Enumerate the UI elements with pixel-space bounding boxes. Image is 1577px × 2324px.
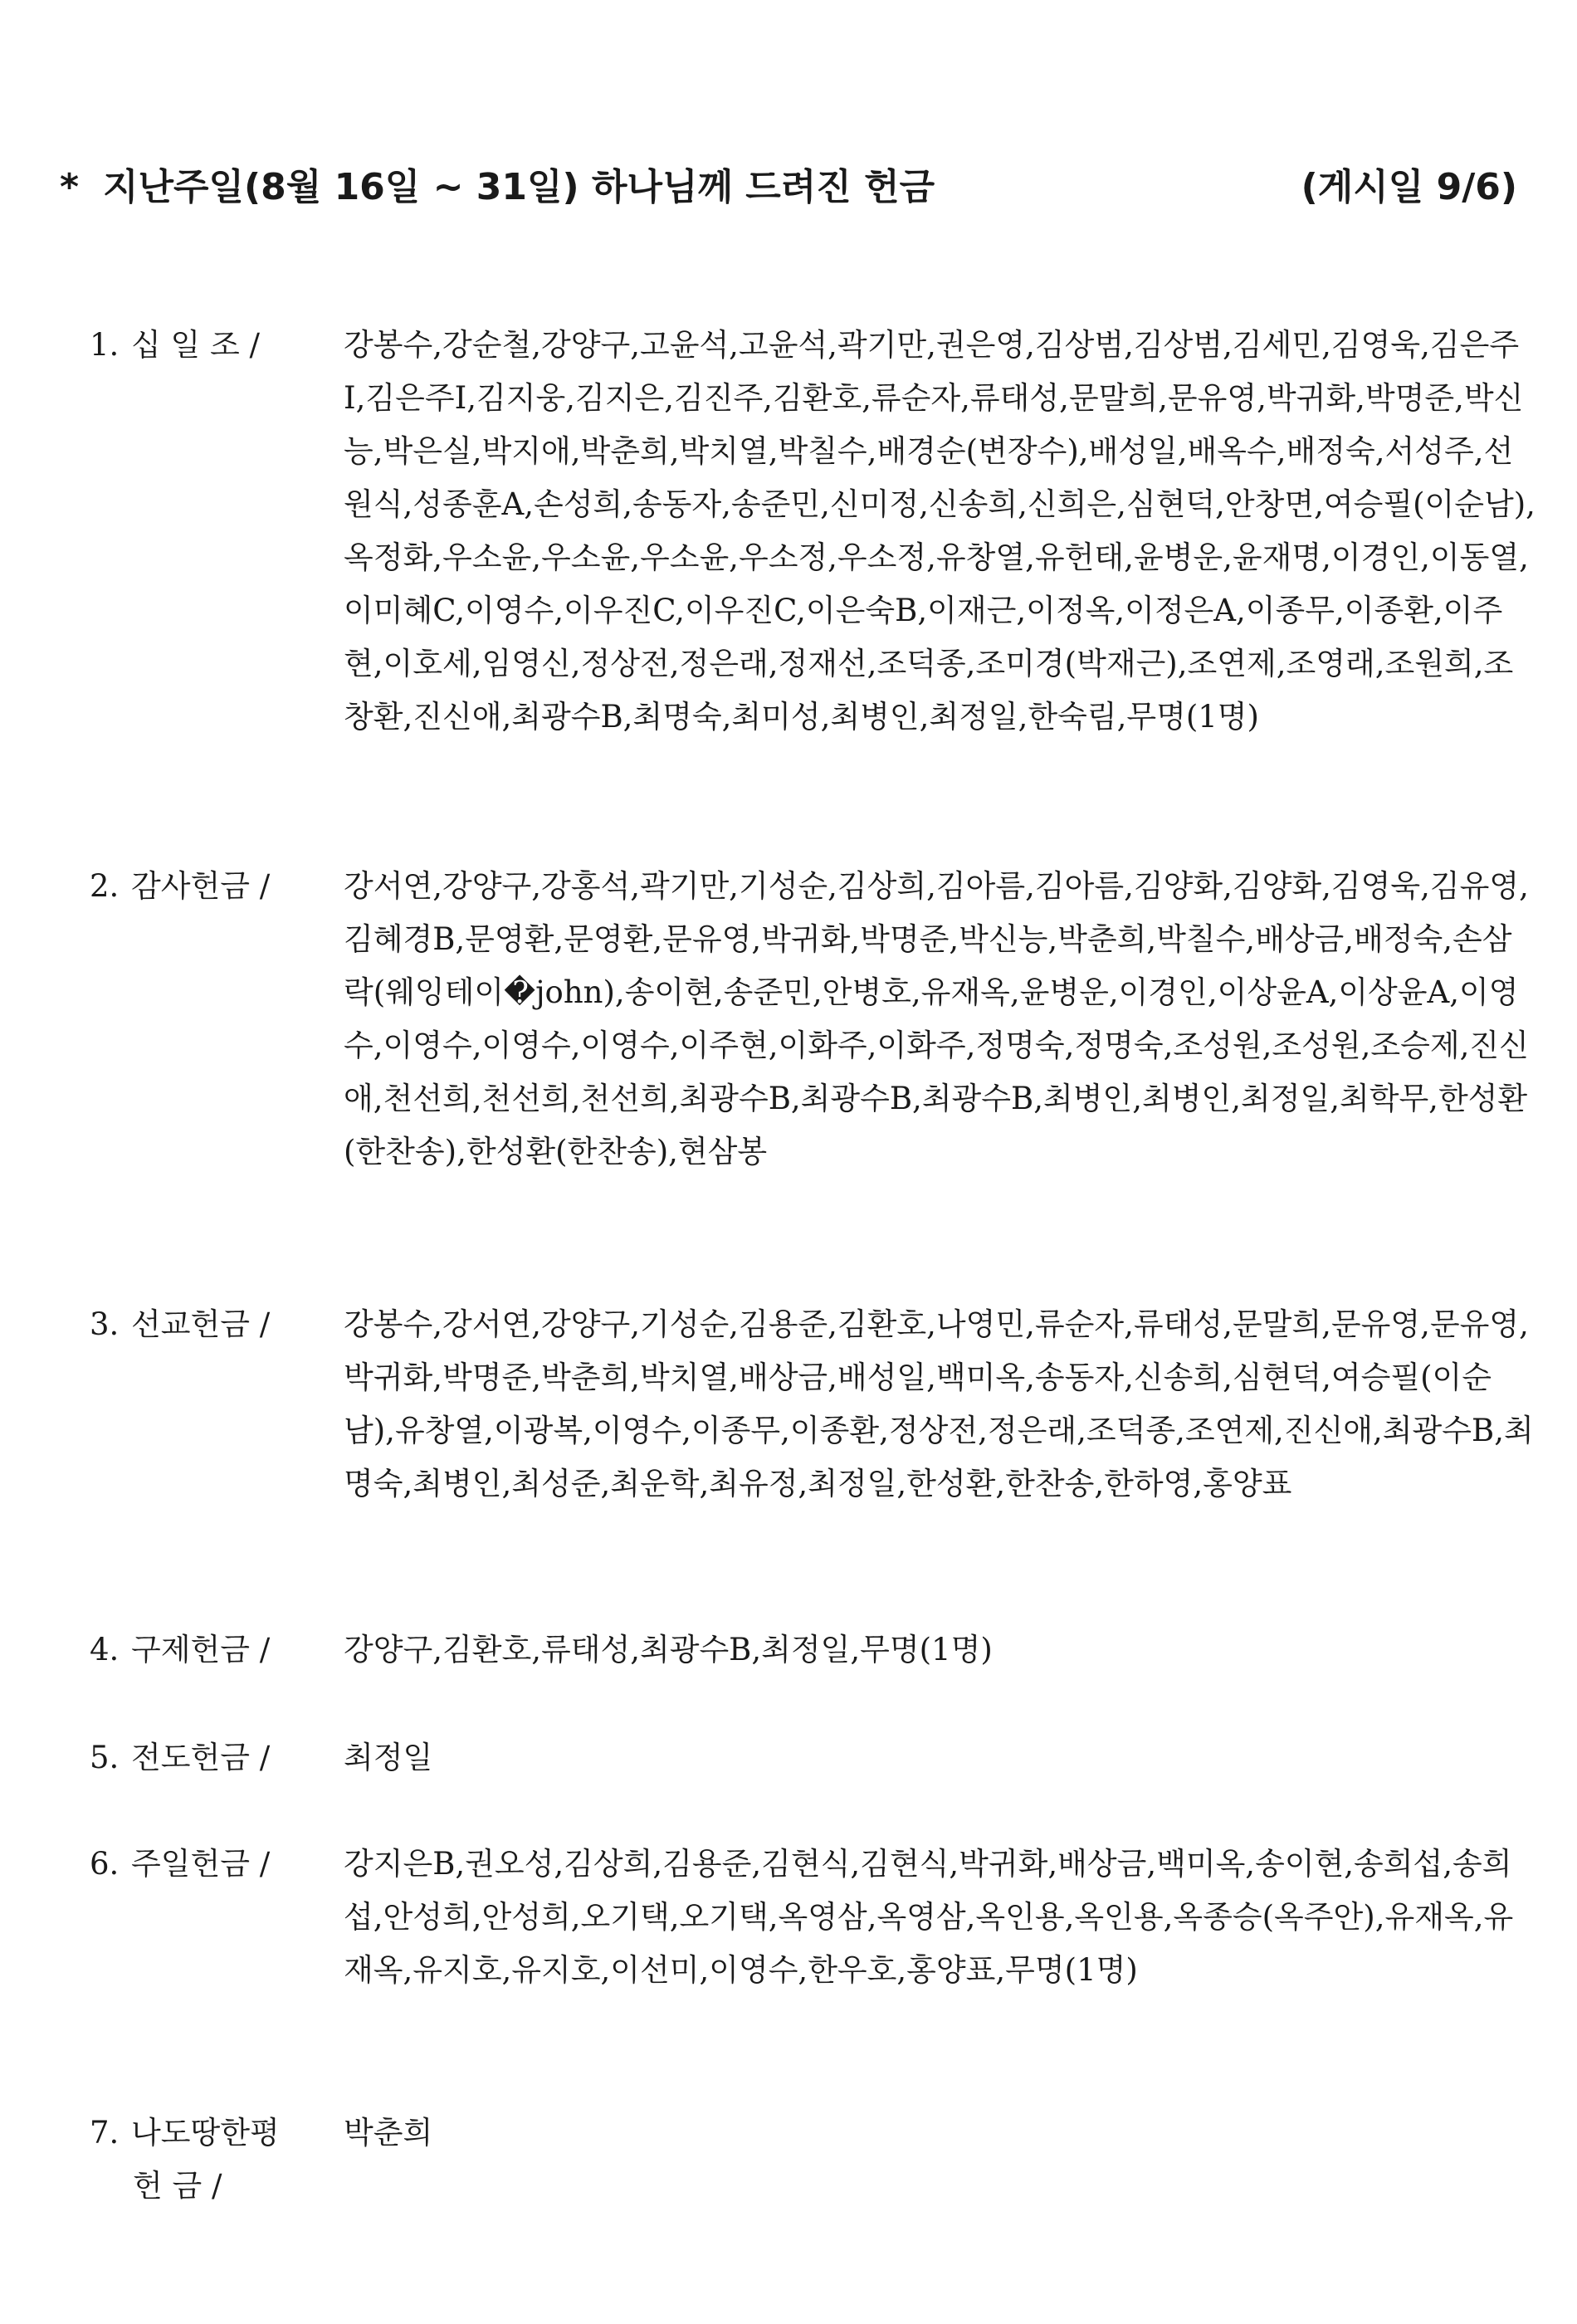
section-label (90, 1838, 339, 1891)
donor-names: 강봉수,강서연,강양구,기성순,김용준,김환호,나영민,류순자,류태성,문말희,문유영,문유영,박귀화,박명준,박춘희,박치열,배상금,배성일,백미옥,송동자,신송희,심현덕,여승필(이순남),유창열,이광복,이영수,이종무,이종환,정상전,정은래,조덕종,조연제,진신애,최광수B,최명숙,최병인,최성준,최운학,최유정,최정일,한성환,한찬송,한하영,홍양표 (344, 1306, 1534, 1501)
donor-names: 강서연,강양구,강홍석,곽기만,기성순,김상희,김아름,김아름,김양화,김양화,김영욱,김유영,김혜경B,문영환,문영환,문유영,박귀화,박명준,박신능,박춘희,박칠수,배상금,배정숙,손삼락(웨잉테이�john),송이현,송준민,안병호,유재옥,윤병운,이경인,이상윤A,이상윤A,이영수,이영수,이영수,이영수,이주현,이화주,이화주,정명숙,정명숙,조성원,조성원,조승제,진신애,천선희,천선희,천선희,최광수B,최광수B,최광수B,최병인,최병인,최정일,최학무,한성환(한찬송),한성환(한찬송),현삼봉 (344, 868, 1529, 1169)
section-label (90, 2107, 339, 2213)
heading-marker: * (60, 166, 80, 208)
section-label (90, 860, 339, 913)
section-number: 3. (90, 1306, 120, 1342)
heading-title: 지난주일(8월 16일 ~ 31일) 하나님께 드려진 헌금 (103, 166, 935, 208)
section-title: 전도헌금 / (131, 1740, 271, 1775)
section-number: 5. (90, 1740, 120, 1775)
post-date: (게시일 9/6) (1301, 166, 1517, 208)
donor-names: 강지은B,권오성,김상희,김용준,김현식,김현식,박귀화,배상금,백미옥,송이현,송희섭,송희섭,안성희,안성희,오기택,오기택,옥영삼,옥영삼,옥인용,옥인용,옥종승(옥주안),유재옥,유재옥,유지호,유지호,이선미,이영수,한우호,홍양표,무명(1명) (344, 1846, 1514, 1988)
section-label (90, 1731, 339, 1784)
donor-names: 강양구,김환호,류태성,최광수B,최정일,무명(1명) (344, 1632, 993, 1667)
donor-names: 최정일 (344, 1740, 433, 1775)
donor-names: 강봉수,강순철,강양구,고윤석,고윤석,곽기만,권은영,김상범,김상범,김세민,김영욱,김은주I,김은주I,김지웅,김지은,김진주,김환호,류순자,류태성,문말희,문유영,박귀화,박명준,박신능,박은실,박지애,박춘희,박치열,박칠수,배경순(변장수),배성일,배옥수,배정숙,서성주,선원식,성종훈A,손성희,송동자,송준민,신미정,신송희,신희은,심현덕,안창면,여승필(이순남),옥정화,우소윤,우소윤,우소윤,우소정,우소정,유창열,유헌태,윤병운,윤재명,이경인,이동열,이미혜C,이영수,이우진C,이우진C,이은숙B,이재근,이정옥,이정은A,이종무,이종환,이주현,이호세,임영신,정상전,정은래,정재선,조덕종,조미경(박재근),조연제,조영래,조원희,조창환,진신애,최광수B,최명숙,최미성,최병인,최정일,한숙림,무명(1명) (344, 327, 1536, 735)
section-number: 1. (90, 327, 120, 363)
section-title: 선교헌금 / (131, 1306, 271, 1342)
section-title: 십 일 조 / (131, 327, 260, 363)
section-number: 4. (90, 1632, 120, 1667)
section-number: 6. (90, 1846, 120, 1882)
section-number: 7. (90, 2115, 120, 2151)
section-label (90, 319, 339, 372)
section-number: 2. (90, 868, 120, 904)
section-title: 감사헌금 / (131, 868, 271, 904)
section-title: 주일헌금 / (131, 1846, 271, 1882)
document-heading (60, 163, 1517, 212)
section-title-continued: 헌 금 / (133, 2168, 222, 2204)
donor-names: 박춘희 (344, 2115, 433, 2151)
section-title: 구제헌금 / (131, 1632, 271, 1667)
section-label (90, 1623, 339, 1677)
section-title: 나도땅한평 (131, 2115, 280, 2151)
section-label (90, 1298, 339, 1351)
